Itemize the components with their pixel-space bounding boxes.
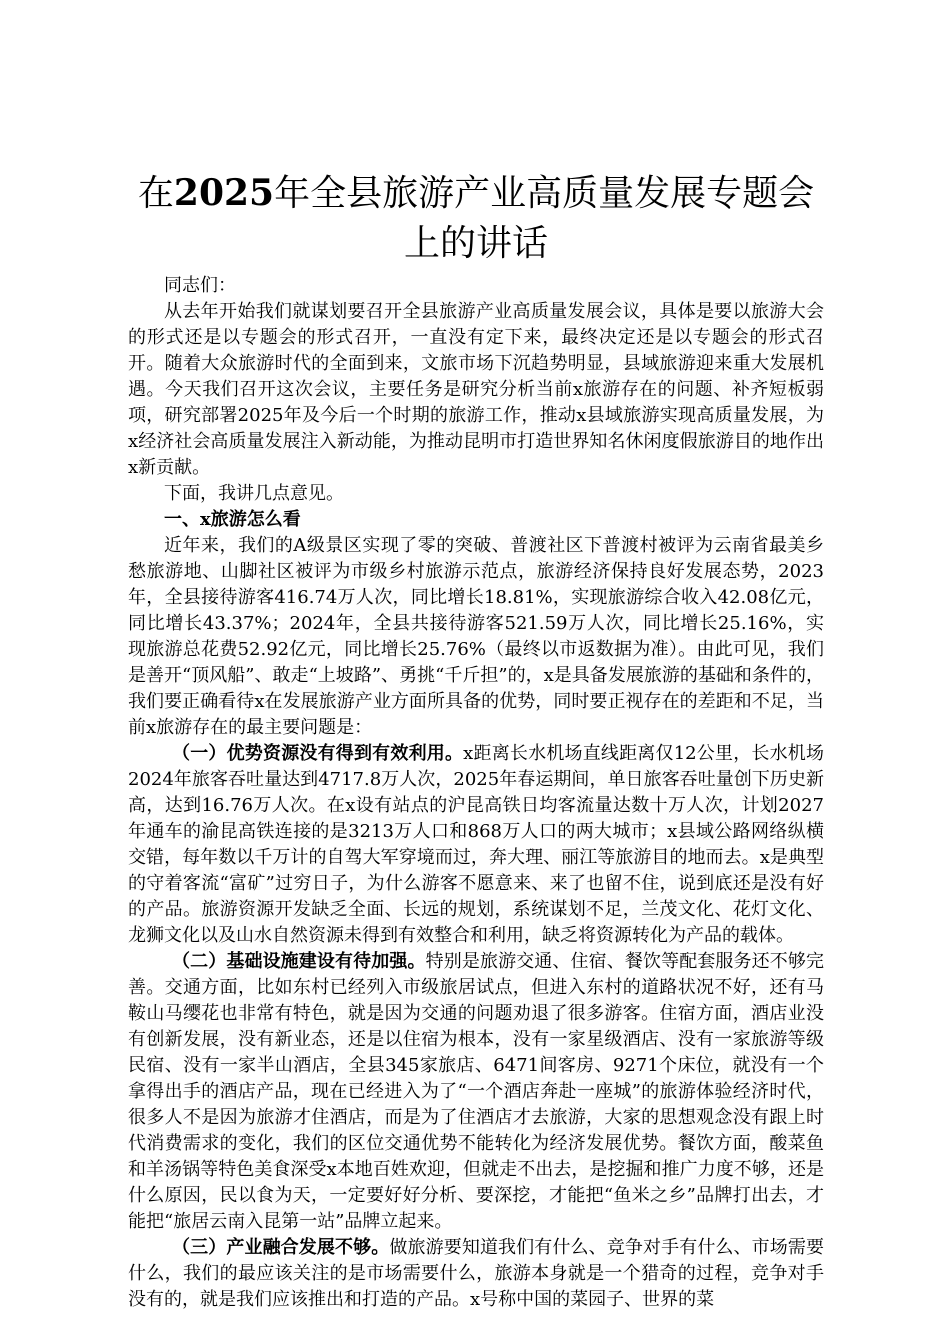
title-prefix: 在 [137, 173, 174, 214]
section-1-paragraph: 近年来，我们的A级景区实现了零的突破、普渡社区下普渡村被评为云南省最美乡愁旅游地、山脚社区被评为市级乡村旅游示范点，旅游经济保持良好发展态势，2023年，全县接待游客416.74万人次，同比增长18.81%，实现旅游综合收入42.08亿元，同比增长43.37%；2024年，全县共接待游客521.59万人次，同比增长25.16%，实现旅游总花费52.92亿元，同比增长25.76%（最终以市返数据为准）。由此可见，我们是善开“顶风船”、敢走“上坡路”、勇挑“千斤担”的，x是具备发展旅游的基础和条件的，我们要正确看待x在发展旅游产业方面所具备的优势，同时要正视存在的差距和不足，当前x旅游存在的最主要问题是： [128, 535, 824, 738]
intro-paragraph: 从去年开始我们就谋划要召开全县旅游产业高质量发展会议，具体是要以旅游大会的形式还是以专题会的形式召开，一直没有定下来，最终决定还是以专题会的形式召开。随着大众旅游时代的全面到来，文旅市场下沉趋势明显，县域旅游迎来重大发展机遇。今天我们召开这次会议，主要任务是研究分析当前x旅游存在的问题、补齐短板弱项，研究部署2025年及今后一个时期的旅游工作，推动x县域旅游实现高质量发展，为x经济社会高质量发展注入新动能，为推动昆明市打造世界知名休闲度假旅游目的地作出x新贡献。 [128, 301, 824, 478]
point-2-lead: （二）基础设施建设有待加强。 [172, 951, 426, 972]
point-1-body: x距离长水机场直线距离仅12公里，长水机场2024年旅客吞吐量达到4717.8万人次，2025年春运期间，单日旅客吞吐量创下历史新高，达到16.76万人次。在x设有站点的沪昆高铁日均客流量达数十万人次，计划2027年通车的渝昆高铁连接的是3213万人口和868万人口的两大城市；x县域公路网络纵横交错，每年数以千万计的自驾大军穿境而过，奔大理、丽江等旅游目的地而去。x是典型的守着客流“富矿”过穷日子，为什么游客不愿意来、来了也留不住，说到底还是没有好的产品。旅游资源开发缺乏全面、长远的规划，系统谋划不足，兰茂文化、花灯文化、龙狮文化以及山水自然资源未得到有效整合和利用，缺乏将资源转化为产品的载体。 [128, 743, 824, 946]
point-2-body: 特别是旅游交通、住宿、餐饮等配套服务还不够完善。交通方面，比如东村已经列入市级旅居试点，但进入东村的道路状况不好，还有马鞍山马缨花也非常有特色，就是因为交通的问题劝退了很多游客。住宿方面，酒店业没有创新发展，没有新业态，还是以住宿为根本，没有一家星级酒店、没有一家旅游等级民宿、没有一家半山酒店，全县345家旅店、6471间客房、9271个床位，就没有一个拿得出手的酒店产品，现在已经进入为了“一个酒店奔赴一座城”的旅游体验经济时代，很多人不是因为旅游才住酒店，而是为了住酒店才去旅游，大家的思想观念没有跟上时代消费需求的变化，我们的区位交通优势不能转化为经济发展优势。餐饮方面，酸菜鱼和羊汤锅等特色美食深受x本地百姓欢迎，但就走不出去，是挖掘和推广力度不够，还是什么原因，民以食为天，一定要好好分析、要深挖，才能把“鱼米之乡”品牌打出去，才能把“旅居云南入昆第一站”品牌立起来。 [128, 951, 825, 1232]
point-3-paragraph [128, 1235, 824, 1313]
point-3-body: 做旅游要知道我们有什么、竞争对手有什么、市场需要什么，我们的最应该关注的是市场需要什么，旅游本身就是一个猎奇的过程，竞争对手没有的，就是我们应该推出和打造的产品。x号称中国的菜园子、世界的菜 [128, 1237, 825, 1310]
title-year: 2025 [173, 172, 275, 214]
point-1-paragraph [128, 741, 824, 949]
document-page [128, 168, 824, 1313]
title-rest: 年全县旅游产业高质量发展专题会上的讲话 [274, 173, 815, 264]
greeting: 同志们： [164, 275, 236, 296]
point-3-lead: （三）产业融合发展不够。 [172, 1237, 390, 1258]
section-heading-1: 一、x旅游怎么看 [164, 509, 301, 530]
document-title [128, 168, 824, 269]
transition-paragraph: 下面，我讲几点意见。 [164, 483, 344, 504]
point-2-paragraph [128, 949, 824, 1235]
point-1-lead: （一）优势资源没有得到有效利用。 [172, 743, 464, 764]
